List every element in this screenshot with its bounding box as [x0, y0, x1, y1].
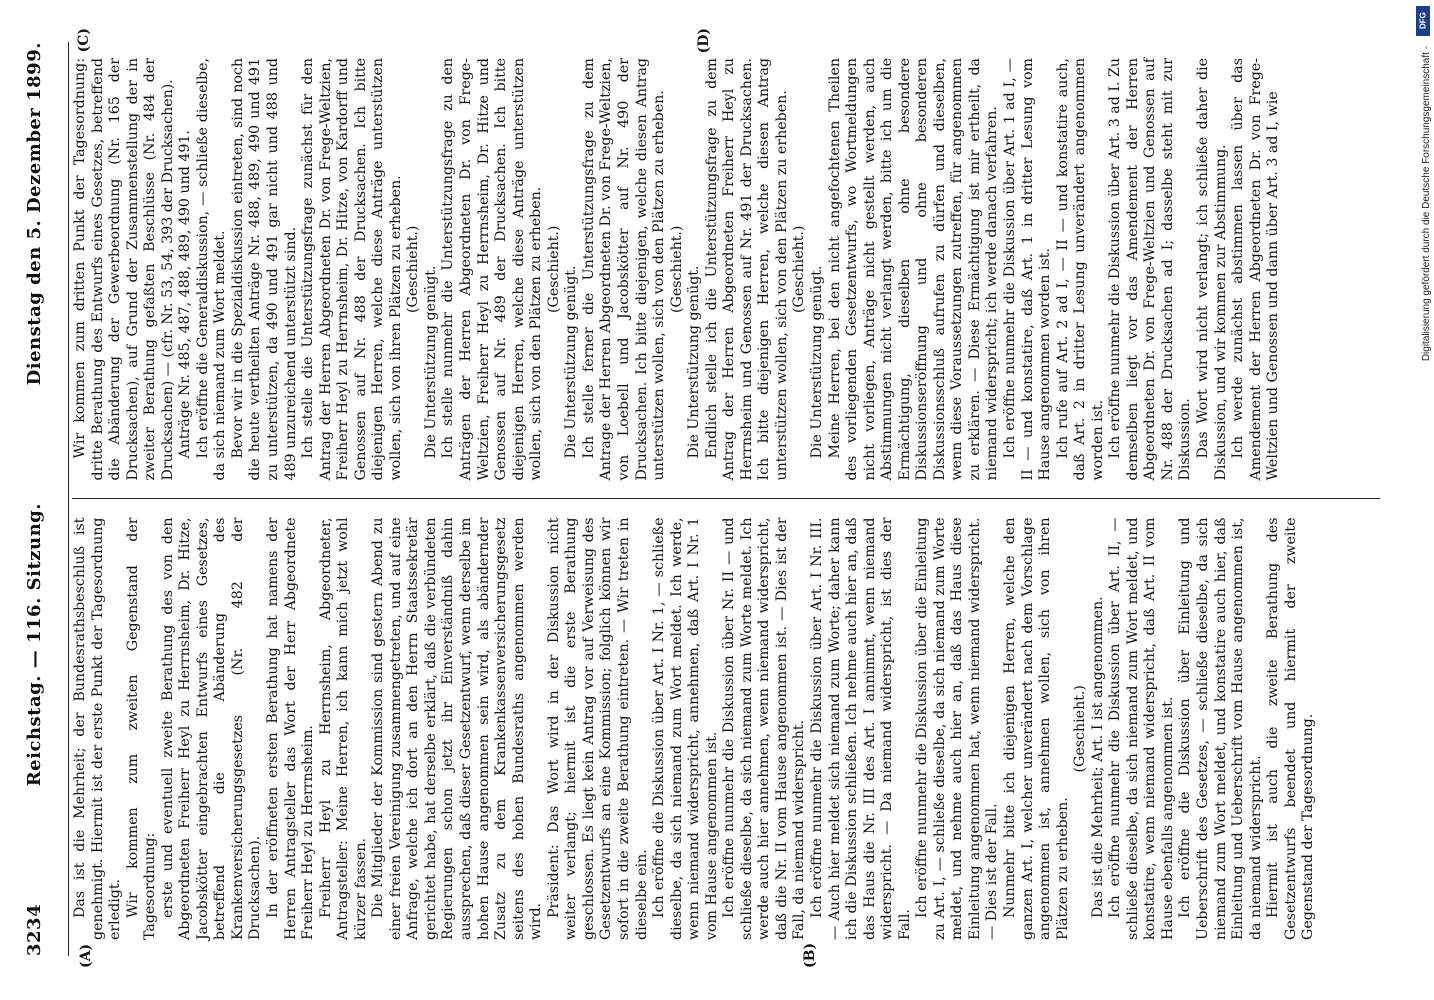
right-column-paragraph: Ich rufe auf Art. 2 ad I, — II — und konstatire auch, daß Art. 2 in dritter Lesung unverändert angenommen worden ist. — [1054, 58, 1106, 481]
margin-letter-c: (C) — [76, 28, 92, 53]
left-column-paragraph: Das ist die Mehrheit; der Bundesrathsbeschluß ist genehmigt. Hiermit ist der erste Punkt der Tagesordnung erledigt. — [72, 517, 124, 940]
left-column-paragraph: Hiermit ist auch die zweite Berathung des Gesetzentwurfs beendet und hiermit der zweite Gegenstand der Tagesordnung. — [1265, 517, 1317, 940]
left-column-paragraph: Präsident: Das Wort wird in der Diskussion nicht weiter verlangt; hiermit ist die erste Berathung geschlossen. Es liegt kein Antrag vor auf Verweisung des Gesetzentwurfs an eine Kommission; folglich können wir sofort in die zweite Berathung eintreten. — Wir treten in dieselbe ein. — [545, 517, 650, 940]
right-column-paragraph: Ich werde zunächst abstimmen lassen über das Amendement der Herren Abgeordneten Dr. von Frege-Weltzien und Genossen und dann über Art. 3 ad I, wie — [1230, 58, 1282, 481]
right-column-paragraph: Ich eröffne nunmehr die Diskussion über Art. 3 ad I. Zu demselben liegt vor das Amendement der Herren Abgeordneten Dr. von Frege-Weltzien und Genossen auf Nr. 488 der Drucksachen ad I; dasselbe steht mit zur Diskussion. — [1107, 58, 1194, 481]
right-column — [72, 28, 1380, 497]
right-column-paragraph: Meine Herren, bei den nicht angefochtenen Theilen des vorliegenden Gesetzentwurfs, wo Wortmeldungen nicht vorliegen, Anträge nicht gestellt werden, auch Abstimmungen nicht verlangt werden, bitte ich um die Ermächtigung, dieselben ohne besondere Diskussionseröffnung und ohne besonderen Diskussionsschluß aufrufen zu dürfen und dieselben, wenn diese Voraussetzungen zutreffen, für angenommen zu erklären. — Diese Ermächtigung ist mir ertheilt, da niemand widerspricht; ich werde danach verfahren. — [826, 58, 1001, 481]
left-column-paragraph: Ich eröffne die Diskussion über Einleitung und Ueberschrift des Gesetzes, — schließe dieselbe, da sich niemand zum Wort meldet, und konstatire auch hier, daß Einleitung und Ueberschrift vom Hause angenommen ist, da niemand widerspricht. — [1177, 517, 1264, 940]
left-column-paragraph: Das ist die Mehrheit; Art. I ist angenommen. — [1089, 596, 1106, 918]
right-column-paragraph: Wir kommen zum dritten Punkt der Tagesordnung: dritte Berathung des Entwurfs eines Gesetzes, betreffend die Abänderung der Gewerbeordnung (Nr. 165 der Drucksachen), auf Grund der Zusammenstellung der in zweiter Berathung gefaßten Beschlüsse (Nr. 484 der Drucksachen) — (cfr. Nr. 53, 54, 393 der Drucksachen). — [72, 58, 176, 481]
left-column-paragraph: Ich eröffne nunmehr die Diskussion über Art. I Nr. III. — Auch hier meldet sich niemand zum Worte; daher kann ich die Diskussion schließen. Ich nehme auch hier an, daß das Haus die Nr. III des Art. I annimmt, wenn niemand widerspricht. — Da niemand widerspricht, ist dies der Fall. — [808, 517, 913, 940]
right-column-paragraph: Endlich stelle ich die Unterstützungsfrage zu dem Antrag der Herren Abgeordneten Freiherr Heyl zu Herrnsheim und Genossen auf Nr. 491 der Drucksachen. Ich bitte diejenigen Herren, welche diesen Antrag unterstützen wollen, sich von den Plätzen zu erheben. — [703, 58, 790, 481]
margin-letter-a: (A) — [78, 943, 94, 968]
left-column-paragraph: Ich eröffne nunmehr die Diskussion über Nr. II — und schließe dieselbe, da sich niemand zum Worte meldet. Ich werde auch hier annehmen, wenn niemand widerspricht, daß die Nr. II vom Hause angenommen ist. — Dies ist der Fall, da niemand widerspricht. — [721, 517, 808, 940]
running-head — [20, 42, 68, 956]
right-column-paragraph: Die Unterstützung genügt. — [422, 265, 439, 459]
dfg-logo: DFG — [1416, 6, 1430, 36]
right-column-paragraph: (Geschieht.) — [405, 225, 422, 313]
right-column-paragraph: Die Unterstützung genügt. — [686, 265, 703, 459]
right-column-paragraph: Ich stelle die Unterstützungsfrage zunächst für den Antrag der Herren Abgeordneten Dr. von Frege-Weltzien, Freiherr Heyl zu Herrnsheim, Dr. Hitze, von Kardorff und Genossen auf Nr. 488 der Drucksachen. Ich bitte diejenigen Herren, welche diese Anträge unterstützen wollen, sich von ihren Plätzen zu erheben. — [300, 58, 404, 481]
right-column-paragraph: Die Unterstützung genügt. — [563, 265, 580, 459]
left-column-paragraph: Nunmehr bitte ich diejenigen Herren, welche den ganzen Art. I, welcher unverändert nach dem Vorschlage angenommen ist, annehmen wollen, sich von ihren Plätzen zu erheben. — [1001, 517, 1071, 940]
right-column-paragraph: Anträge Nr. 485, 487, 488, 489, 490 und 491. — [177, 130, 194, 459]
column-divider — [72, 499, 1380, 500]
left-column — [72, 502, 1380, 968]
digitization-note: Digitalisierung gefördert durch die Deutsche Forschungsgemeinschaft - — [1421, 46, 1432, 362]
scanned-page — [10, 24, 1390, 970]
left-column-paragraph: Ich eröffne die Diskussion über Art. I Nr. 1, — schließe dieselbe, da sich niemand zum Wort meldet. Ich werde, wenn niemand widerspricht, annehmen, daß Art. I Nr. 1 vom Hause angenommen ist. — [651, 517, 720, 940]
left-column-paragraph: Ich eröffne nunmehr die Diskussion über die Einleitung zu Art. I, — schließe dieselbe, da sich niemand zum Worte meldet, und nehme auch hier an, daß das Haus diese Einleitung angenommen hat, wenn niemand widerspricht. — Dies ist der Fall. — [914, 517, 1001, 940]
page-number: 3234 — [24, 903, 45, 956]
margin-letter-b: (B) — [802, 942, 818, 968]
right-column-paragraph: Bevor wir in die Spezialdiskussion eintreten, sind noch die heute vertheilten Anträge Nr. 488, 489, 490 und 491 zu unterstützen, da 490 und 491 gar nicht und 488 und 489 unzureichend unterstützt sind. — [229, 58, 299, 481]
right-column-paragraph: Ich stelle ferner die Unterstützungsfrage zu dem Antrage der Herren Abgeordneten Dr. von Frege-Weltzien, von Loebell und Jacobskötter auf Nr. 490 der Drucksachen. Ich bitte diejenigen, welche diesen Antrag unterstützen wollen, sich von den Plätzen zu erheben. — [580, 58, 668, 481]
right-column-paragraph: Ich stelle nunmehr die Unterstützungsfrage zu den Anträgen der Herren Abgeordneten Dr. von Frege-Weltzien, Freiherr Heyl zu Herrnsheim, Dr. Hitze und Genossen auf Nr. 489 der Drucksachen. Ich bitte diejenigen Herren, welche diese Anträge unterstützen wollen, sich von den Plätzen zu erheben. — [440, 58, 545, 481]
margin-letter-d: (D) — [696, 28, 712, 54]
right-column-paragraph: (Geschieht.) — [791, 225, 808, 313]
left-column-paragraph: erste und eventuell zweite Berathung des von den Abgeordneten Freiherr Heyl zu Herrnsheim, Dr. Hitze, Jacobskötter eingebrachten Entwurfs eines Gesetzes, betreffend die Abänderung des Krankenversicherungsgesetzes (Nr. 482 der Drucksachen). — [159, 517, 264, 940]
right-column-paragraph: (Geschieht.) — [545, 225, 562, 313]
left-column-paragraph: (Geschieht.) — [1072, 685, 1089, 773]
left-column-paragraph: Wir kommen zum zweiten Gegenstand der Tagesordnung: — [124, 517, 159, 940]
left-column-paragraph: Die Mitglieder der Kommission sind gestern Abend zu einer freien Vereinigung zusammengetreten, und auf eine Anfrage, welche ich dort an den Herrn Staatssekretär gerichtet habe, hat derselbe erklärt, daß die verbündeten Regierungen schon jetzt ihr Einverständniß dahin aussprechen, daß dieser Gesetzentwurf, wenn derselbe im hohen Hause angenommen sein wird, als abändernder Zusatz zu dem Krankenkassenversicherungsgesetz seitens des hohen Bundesraths angenommen werden wird. — [370, 517, 545, 940]
left-column-paragraph: In der eröffneten ersten Berathung hat namens der Herren Antragsteller das Wort der Herr Abgeordnete Freiherr Heyl zu Herrnsheim. — [265, 517, 317, 940]
right-column-paragraph: Die Unterstützung genügt. — [808, 265, 825, 459]
session-title: Reichstag. — 116. Sitzung. — [24, 502, 45, 787]
left-column-paragraph: Freiherr Heyl zu Herrnsheim, Abgeordneter, Antragsteller: Meine Herren, ich kann mich jetzt wohl kürzer fassen. — [317, 517, 369, 940]
right-column-paragraph: Das Wort wird nicht verlangt; ich schließe daher die Diskussion, und wir kommen zur Abstimmung. — [1195, 58, 1229, 481]
right-column-paragraph: Ich eröffne die Generaldiskussion, — schließe dieselbe, da sich niemand zum Wort meldet. — [194, 58, 229, 481]
session-date: Dienstag den 5. Dezember 1899. — [24, 42, 45, 386]
left-column-paragraph: Ich eröffne nunmehr die Diskussion über Art. II, — schließe dieselbe, da sich niemand zum Wort meldet, und konstatire, wenn niemand widerspricht, daß Art. II vom Hause ebenfalls angenommen ist. — [1107, 517, 1176, 940]
right-column-paragraph: (Geschieht.) — [668, 225, 685, 313]
right-column-paragraph: Ich eröffne nunmehr die Diskussion über Art. 1 ad I, — II — und konstatire, daß Art. 1 in dritter Lesung vom Hause angenommen worden ist. — [1001, 58, 1054, 481]
header-rule — [68, 42, 69, 956]
text-columns — [72, 28, 1380, 968]
